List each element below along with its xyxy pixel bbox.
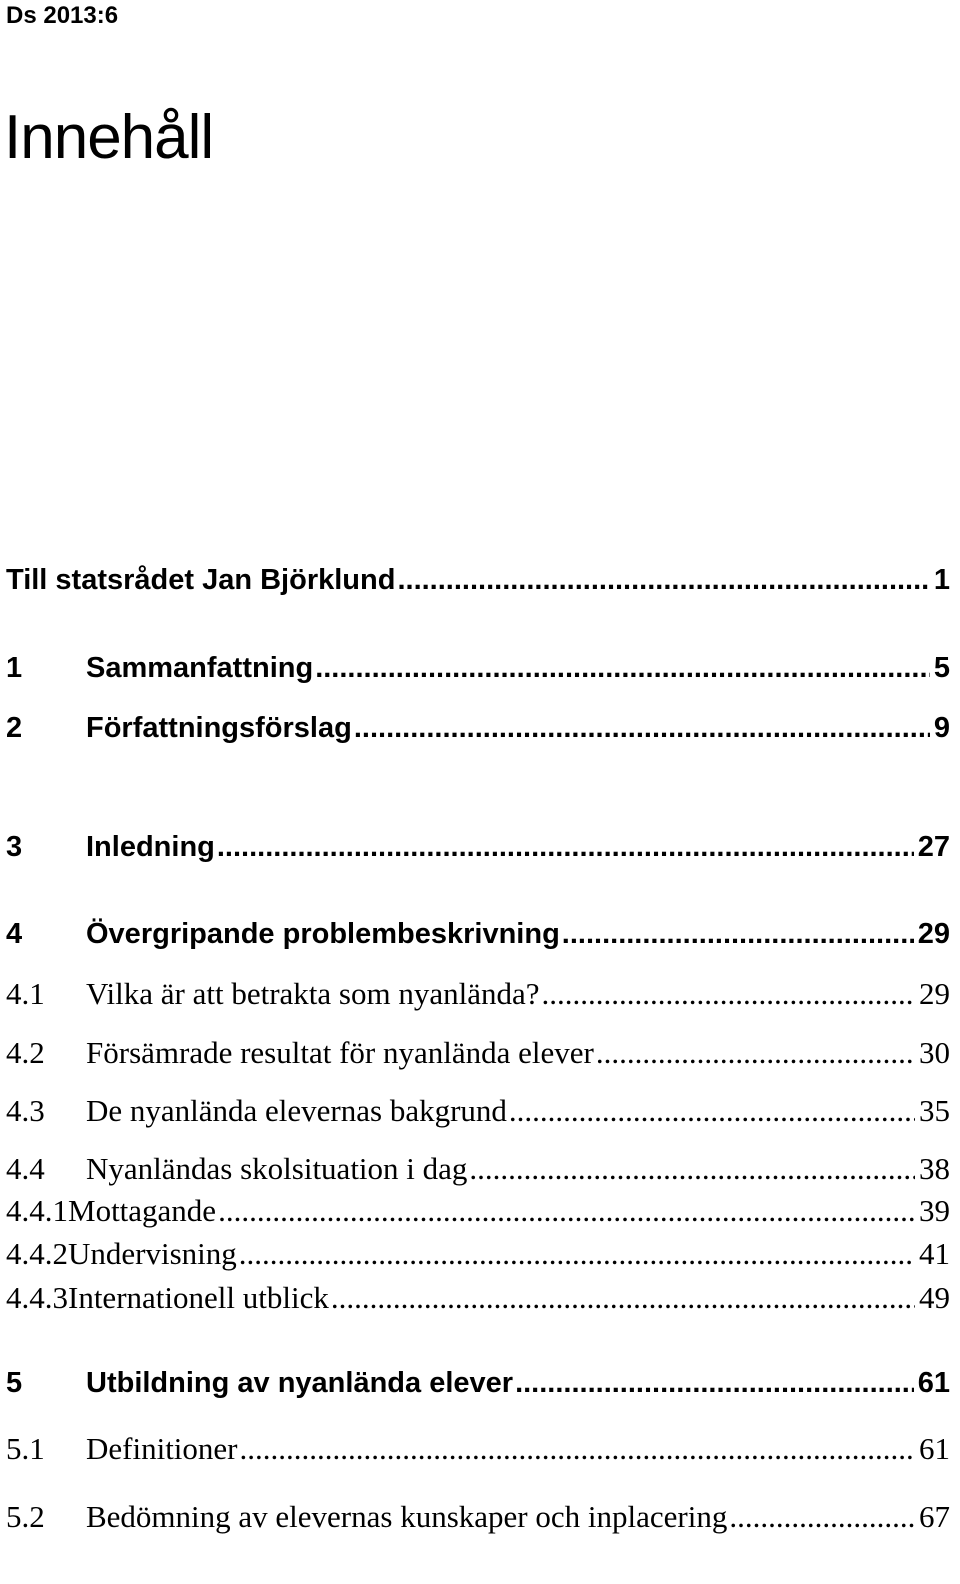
toc-leader-dots <box>315 652 930 685</box>
toc-entry[interactable] <box>6 1499 950 1539</box>
toc-leader-dots <box>397 564 929 597</box>
toc-entry-page: 39 <box>919 1193 950 1228</box>
toc-leader-dots <box>469 1151 915 1187</box>
toc-entry-number: 4.2 <box>6 1035 45 1070</box>
toc-entry-text: Försämrade resultat för nyanlända elever <box>86 1035 594 1070</box>
toc-leader-dots <box>729 1499 915 1535</box>
toc-entry-text: Vilka är att betrakta som nyanlända? <box>86 976 540 1011</box>
toc-entry-text: Författningsförslag <box>86 712 352 744</box>
toc-entry[interactable] <box>6 1035 950 1075</box>
toc-entry-page: 29 <box>919 976 950 1011</box>
toc-entry[interactable] <box>6 1280 950 1320</box>
toc-leader-dots <box>240 1431 915 1467</box>
toc-entry[interactable] <box>6 712 950 752</box>
toc-entry[interactable] <box>6 976 950 1016</box>
toc-entry[interactable] <box>6 1367 950 1407</box>
toc-entry-text: Definitioner <box>86 1431 238 1466</box>
toc-entry-text: Undervisning <box>68 1236 237 1271</box>
toc-entry-text: Internationell utblick <box>68 1280 329 1315</box>
toc-entry-page: 38 <box>919 1151 950 1186</box>
toc-entry-text: Nyanländas skolsituation i dag <box>86 1151 468 1186</box>
toc-entry-page: 35 <box>919 1093 950 1128</box>
toc-entry-page: 61 <box>917 1367 950 1399</box>
toc-entry-page: 30 <box>919 1035 950 1070</box>
toc-entry[interactable] <box>6 1093 950 1133</box>
toc-entry-text: Inledning <box>86 831 215 863</box>
toc-entry[interactable] <box>6 1151 950 1191</box>
running-head: Ds 2013:6 <box>6 2 119 29</box>
toc-entry-number: 4.4.1 <box>6 1193 68 1228</box>
toc-entry-text: Mottagande <box>68 1193 217 1228</box>
toc-entry[interactable] <box>6 564 950 604</box>
toc-leader-dots <box>596 1035 915 1071</box>
toc-leader-dots <box>509 1093 915 1129</box>
toc-entry-number: 1 <box>6 652 23 684</box>
toc-leader-dots <box>541 976 915 1012</box>
toc-entry-page: 9 <box>933 712 950 744</box>
toc-entry-number: 4.4 <box>6 1151 45 1186</box>
toc-entry-number: 4 <box>6 918 23 950</box>
toc-leader-dots <box>218 1193 915 1229</box>
toc-entry[interactable] <box>6 1431 950 1471</box>
toc-entry-page: 5 <box>933 652 950 684</box>
toc-entry[interactable] <box>6 831 950 871</box>
toc-entry[interactable] <box>6 652 950 692</box>
toc-entry-text: Till statsrådet Jan Björklund <box>6 564 396 596</box>
toc-leader-dots <box>239 1236 915 1272</box>
toc-entry-text: Övergripande problembeskrivning <box>86 918 560 950</box>
toc-entry-number: 4.4.2 <box>6 1236 68 1271</box>
toc-entry-page: 29 <box>917 918 950 950</box>
toc-entry-number: 3 <box>6 831 23 863</box>
toc-entry-page: 41 <box>919 1236 950 1271</box>
toc-leader-dots <box>354 712 930 745</box>
toc-entry-text: De nyanlända elevernas bakgrund <box>86 1093 507 1128</box>
toc-leader-dots <box>331 1280 915 1316</box>
toc-entry[interactable] <box>6 1236 950 1276</box>
toc-leader-dots <box>562 918 914 951</box>
toc-entry-number: 2 <box>6 712 23 744</box>
toc-entry-number: 5.2 <box>6 1499 45 1534</box>
toc-entry[interactable] <box>6 1193 950 1233</box>
toc-leader-dots <box>217 831 914 864</box>
toc-entry-number: 4.4.3 <box>6 1280 68 1315</box>
toc-entry-number: 5.1 <box>6 1431 45 1466</box>
toc-entry-number: 4.3 <box>6 1093 45 1128</box>
toc-entry-text: Sammanfattning <box>86 652 314 684</box>
toc-entry-page: 1 <box>933 564 950 596</box>
toc-entry-page: 61 <box>919 1431 950 1466</box>
toc-entry-page: 49 <box>919 1280 950 1315</box>
toc-entry-text: Utbildning av nyanlända elever <box>86 1367 514 1399</box>
toc-leader-dots <box>515 1367 914 1400</box>
toc-entry-page: 67 <box>919 1499 950 1534</box>
toc-entry-number: 5 <box>6 1367 23 1399</box>
page-title: Innehåll <box>4 103 214 172</box>
toc-entry-text: Bedömning av elevernas kunskaper och inplacering <box>86 1499 728 1534</box>
toc-entry-number: 4.1 <box>6 976 45 1011</box>
toc-entry[interactable] <box>6 918 950 958</box>
toc-entry-page: 27 <box>917 831 950 863</box>
